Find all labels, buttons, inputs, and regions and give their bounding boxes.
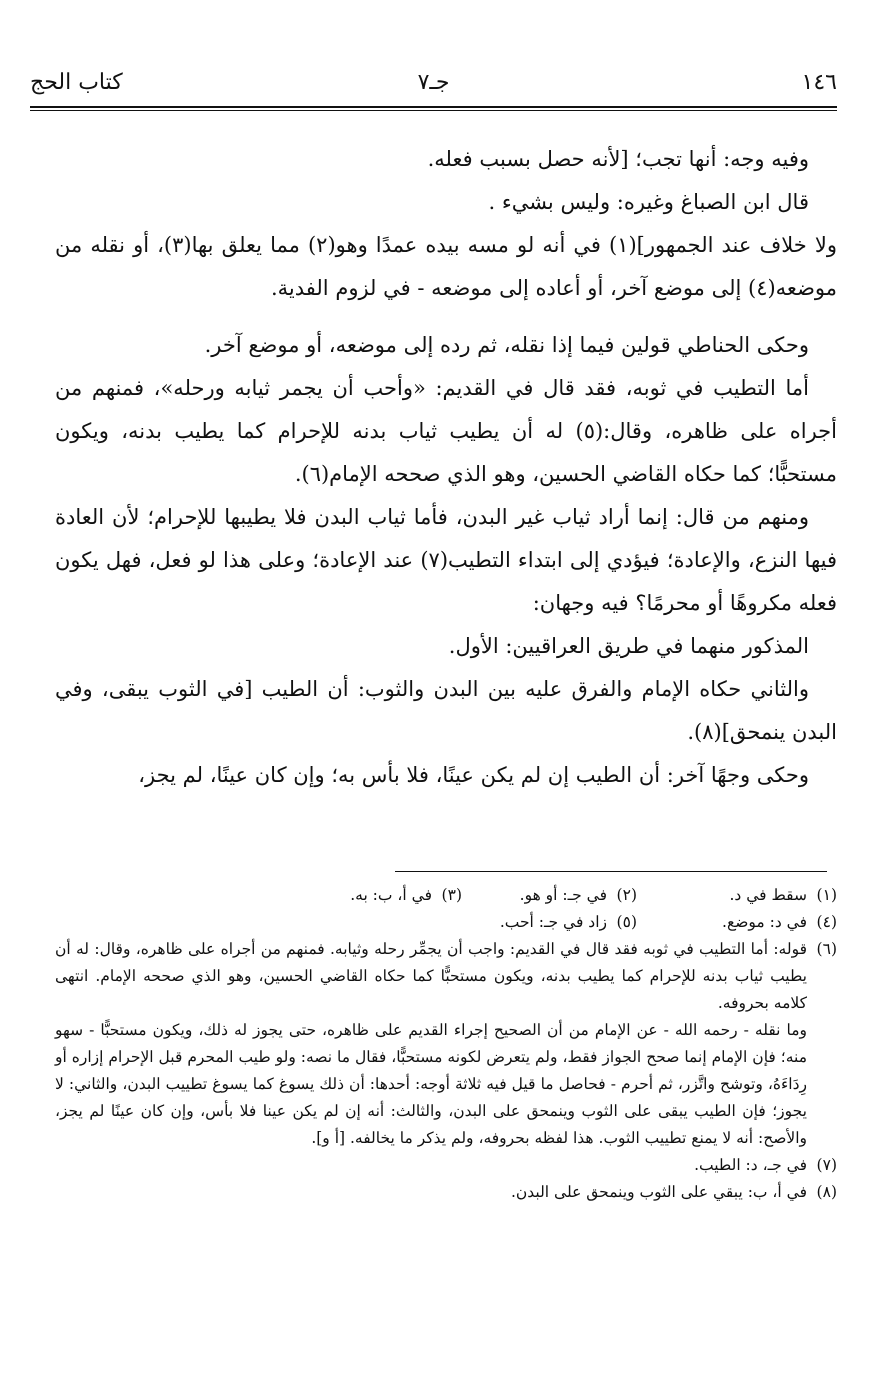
footnote-paragraph: وما نقله - رحمه الله - عن الإمام من أن الصحيح إجراء القديم على ظاهره، حتى يجوز له ذلك، ويكون مستحبًّا - سهو منه؛ فإن الإمام إنما صحح الجواز فقط، ولم يتعرض لكونه مستحبًّا، فقال ما نصه: ولو طيب المحرم قبل الإحرام إزاره أو رِدَاءَهُ، وتوشح واتَّزر، ثم أحرم - فحاصل ما قيل فيه ثلاثة أوجه: أحدها: أن ذلك يسوغ كما يسوغ تطييب البدن، والثاني: لا يجوز؛ فإن الطيب يبقى على الثوب وينمحق على البدن، والثالث: أنه إن لم يكن عينا فلا بأس، وإن كان عينًا لم يجز، والأصح: أنه لا يمنع تطييب الثوب. هذا لفظه بحروفه، ولم يذكر ما يخالفه. [أ و]. (55, 1021, 807, 1147)
footnote-number: (٦) (816, 940, 837, 958)
book-title: كتاب الحج (30, 70, 123, 95)
main-text (55, 138, 837, 797)
footnote-number: (٢) (616, 886, 637, 904)
page-number: ١٤٦ (801, 70, 837, 95)
footnote-number: (٥) (616, 913, 637, 931)
footnotes (55, 882, 837, 1206)
footnote-text: في جـ، د: الطيب. (694, 1156, 807, 1174)
body-paragraph: ومنهم من قال: إنما أراد ثياب غير البدن، فأما ثياب البدن فلا يطيبها للإحرام؛ لأن العادة فيها النزع، والإعادة؛ فيؤدي إلى ابتداء التطيب(٧) عند الإعادة؛ وعلى هذا لو فعل، فهل يكون فعله مكروهًا أو محرمًا؟ فيه وجهان: (55, 505, 837, 615)
footnote-1 (637, 882, 837, 909)
footnote-text: سقط في د. (729, 886, 807, 904)
footnote-6 (55, 936, 837, 1152)
footnote-4 (637, 909, 837, 936)
footnote-text: في أ، ب: يبقي على الثوب وينمحق على البدن. (510, 1183, 807, 1201)
footnote-number: (٣) (441, 886, 462, 904)
footnote-7 (55, 1152, 837, 1179)
body-paragraph: والثاني حكاه الإمام والفرق عليه بين البدن والثوب: أن الطيب [في الثوب يبقى، وفي البدن ينمحق](٨). (55, 677, 837, 744)
page-header (30, 66, 837, 106)
footnote-number: (٨) (816, 1183, 837, 1201)
footnote-text: في د: موضع. (722, 913, 807, 931)
footnote-number: (٤) (816, 913, 837, 931)
body-paragraph: قال ابن الصباغ وغيره: وليس بشيء . (488, 190, 809, 214)
footnote-8 (55, 1179, 837, 1206)
footnote-row (55, 909, 837, 936)
footnote-paragraph: قوله: أما التطيب في ثوبه فقد قال في القديم: واجب أن يجمِّر رحله وثيابه. فمنهم من أجراه على ظاهره، وقال: له أن يطيب ثياب بدنه للإحرام كما يطيب بدنه، ويكون مستحبًّا كما حكاه القاضي الحسين، وهو الذي صححه الإمام. انتهى كلامه بحروفه. (55, 940, 807, 1012)
body-paragraph: المذكور منهما في طريق العراقيين: الأول. (448, 634, 809, 658)
footnote-number: (١) (816, 886, 837, 904)
footnote-text: زاد في جـ: أحب. (499, 913, 607, 931)
footnote-number: (٧) (816, 1156, 837, 1174)
body-paragraph: وحكى وجهًا آخر: أن الطيب إن لم يكن عينًا، فلا بأس به؛ وإن كان عينًا، لم يجز، (138, 763, 809, 787)
footnote-separator (395, 871, 827, 872)
volume-label: جـ٧ (417, 70, 450, 95)
footnote-text (55, 936, 807, 1152)
footnote-3 (350, 882, 462, 909)
body-paragraph: أما التطيب في ثوبه، فقد قال في القديم: «وأحب أن يجمر ثيابه ورحله»، فمنهم من أجراه على ظاهره، وقال:(٥) له أن يطيب ثياب بدنه للإحرام كما يطيب بدنه، ويكون مستحبًّا؛ كما حكاه القاضي الحسين، وهو الذي صححه الإمام(٦). (55, 376, 837, 486)
header-rule (30, 106, 837, 108)
body-paragraph: وفيه وجه: أنها تجب؛ [لأنه حصل بسبب فعله. (427, 147, 809, 171)
header-rule-thin (30, 110, 837, 111)
footnote-text: في جـ: أو هو. (519, 886, 607, 904)
footnote-5 (500, 909, 637, 936)
body-paragraph: ولا خلاف عند الجمهور](١) في أنه لو مسه بيده عمدًا وهو(٢) مما يعلق بها(٣)، أو نقله من موضعه(٤) إلى موضع آخر، أو أعاده إلى موضعه - في لزوم الفدية. (55, 233, 837, 300)
footnote-text: في أ، ب: به. (350, 886, 432, 904)
footnote-2 (462, 882, 637, 909)
footnote-row (55, 882, 837, 909)
body-paragraph: وحكى الحناطي قولين فيما إذا نقله، ثم رده إلى موضعه، أو موضع آخر. (204, 333, 809, 357)
